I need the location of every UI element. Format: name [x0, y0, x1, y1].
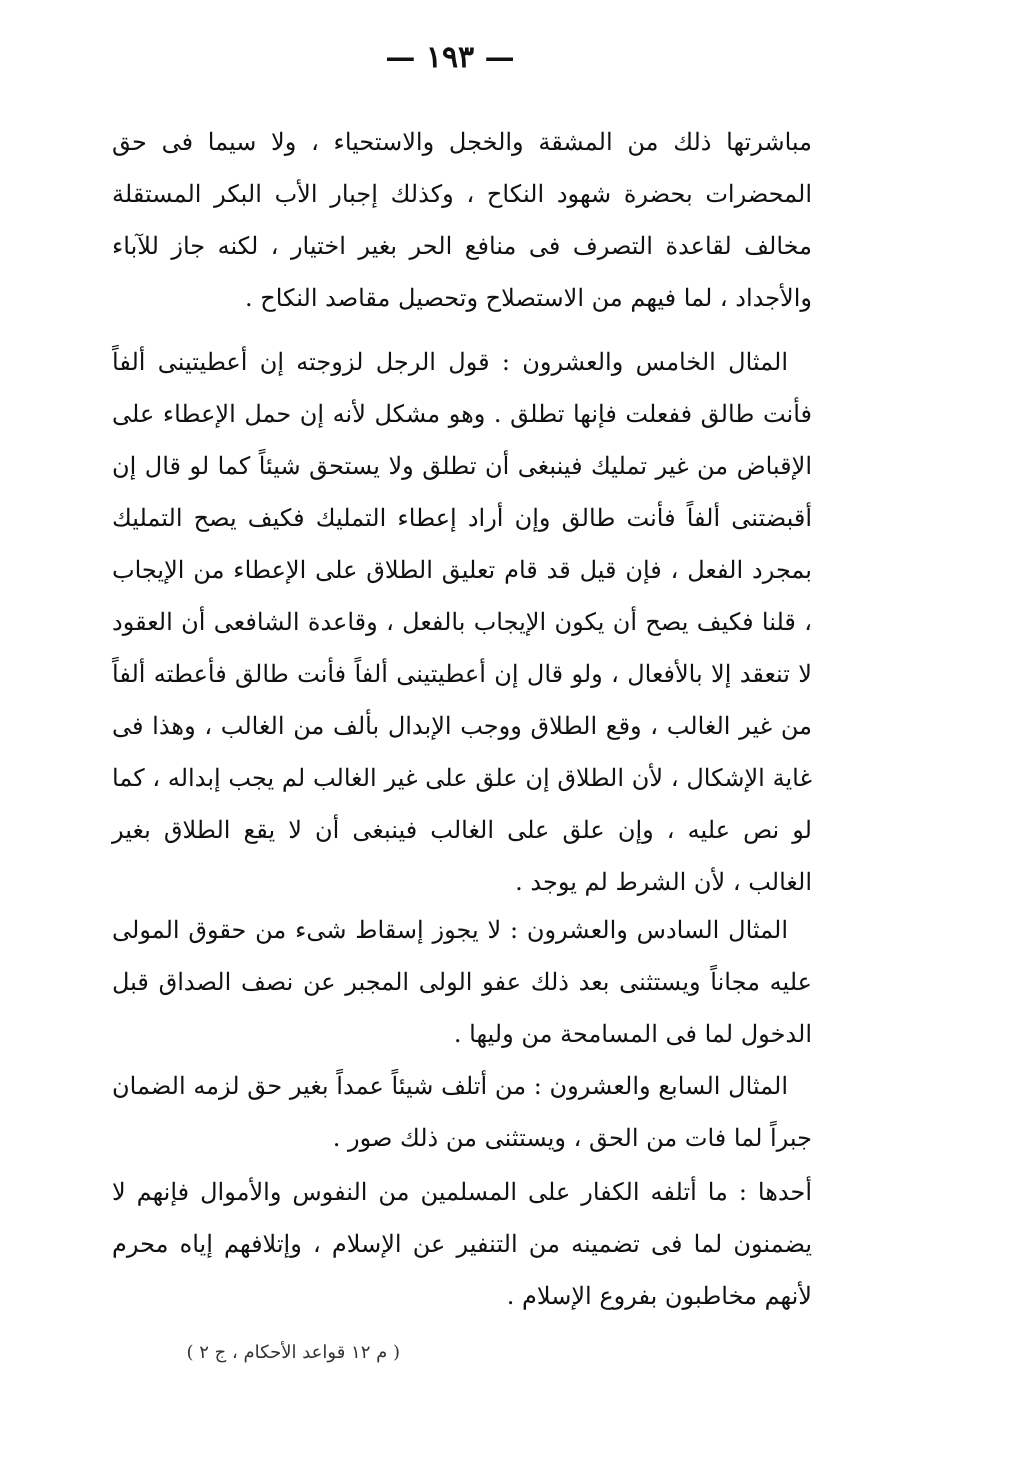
page-footer-signature: ( م ١٢ قواعد الأحكام ، ج ٢ ) [186, 1342, 400, 1363]
paragraph-text: مباشرتها ذلك من المشقة والخجل والاستحياء ، ولا سيما فى حق المحضرات بحضرة شهود النكاح ، وكذلك إجبار الأب البكر المستقلة مخالف لقاعدة التصرف فى منافع الحر بغير اختيار ، لكنه جاز للآباء والأجداد ، لما فيهم من الاستصلاح وتحصيل مقاصد النكاح . [112, 128, 812, 312]
paragraph-text: المثال السابع والعشرون : من أتلف شيئاً عمداً بغير حق لزمه الضمان جبراً لما فات من الحق ، ويستثنى من ذلك صور . [112, 1072, 812, 1152]
paragraph-text: أحدها : ما أتلفه الكفار على المسلمين من النفوس والأموال فإنهم لا يضمنون لما فى تضمينه من التنفير عن الإسلام ، وإتلافهم إياه محرم لأنهم مخاطبون بفروع الإسلام . [112, 1178, 813, 1310]
paragraph-continuation [112, 116, 812, 324]
paragraph-example-26 [112, 904, 812, 1060]
paragraph-text: المثال السادس والعشرون : لا يجوز إسقاط شىء من حقوق المولى عليه مجاناً ويستثنى بعد ذلك عفو الولى المجبر عن نصف الصداق قبل الدخول لما فى المسامحة من وليها . [112, 916, 812, 1048]
paragraph-first-case [112, 1166, 812, 1322]
page-number: — ١٩٣ — [385, 40, 515, 75]
paragraph-example-25 [112, 336, 812, 908]
paragraph-example-27 [112, 1060, 812, 1164]
paragraph-text: المثال الخامس والعشرون : قول الرجل لزوجته إن أعطيتينى ألفاً فأنت طالق ففعلت فإنها تطلق . وهو مشكل لأنه إن حمل الإعطاء على الإقباض من غير تمليك فينبغى أن تطلق ولا يستحق شيئاً كما لو قال إن أقبضتنى ألفاً فأنت طالق وإن أراد إعطاء التمليك فكيف يصح التمليك بمجرد الفعل ، فإن قيل قد قام تعليق الطلاق على الإعطاء من الإيجاب ، قلنا فكيف يصح أن يكون الإيجاب بالفعل ، وقاعدة الشافعى أن العقود لا تنعقد إلا بالأفعال ، ولو قال إن أعطيتينى ألفاً فأنت طالق فأعطته ألفاً من غير الغالب ، وقع الطلاق ووجب الإبدال بألف من الغالب ، وهذا فى غاية الإشكال ، لأن الطلاق إن علق على غير الغالب لم يجب إبداله ، كما لو نص عليه ، وإن علق على الغالب فينبغى أن لا يقع الطلاق بغير الغالب ، لأن الشرط لم يوجد . [112, 348, 813, 896]
